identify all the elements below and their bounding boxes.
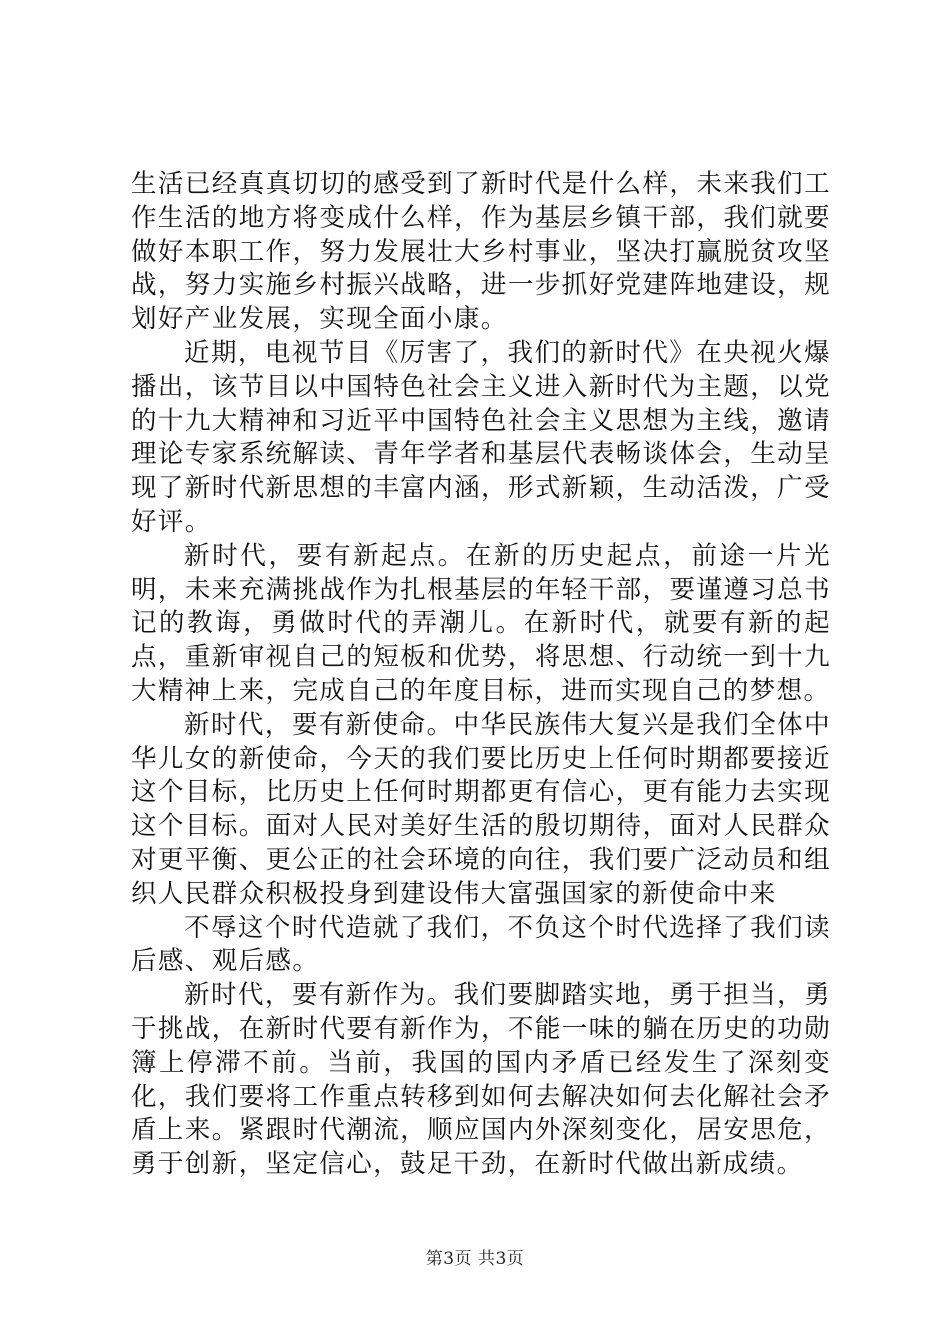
- paragraph-new-starting-point: 新时代，要有新起点。在新的历史起点，前途一片光明，未来充满挑战作为扎根基层的年轻干部，要谨遵习总书记的教诲，勇做时代的弄潮儿。在新时代，就要有新的起点，重新审视自己的短板和优势，将思想、行动统一到十九大精神上来，完成自己的年度目标，进而实现自己的梦想。: [131, 540, 831, 706]
- document-body: [131, 168, 831, 1182]
- paragraph-new-mission: 新时代，要有新使命。中华民族伟大复兴是我们全体中华儿女的新使命，今天的我们要比历史上任何时期都要接近这个目标，比历史上任何时期都更有信心，更有能力去实现这个目标。面对人民对美好生活的殷切期待，面对人民群众对更平衡、更公正的社会环境的向往，我们要广泛动员和组织人民群众积极投身到建设伟大富强国家的新使命中来: [131, 709, 831, 909]
- page-footer: 第3页 共3页: [425, 1249, 525, 1269]
- paragraph-tv-program: 近期，电视节目《厉害了，我们的新时代》在央视火爆播出，该节目以中国特色社会主义进入新时代为主题，以党的十九大精神和习近平中国特色社会主义思想为主线，邀请理论专家系统解读、青年学者和基层代表畅谈体会，生动呈现了新时代新思想的丰富内涵，形式新颖，生动活泼，广受好评。: [131, 337, 831, 537]
- paragraph-new-action: 新时代，要有新作为。我们要脚踏实地，勇于担当，勇于挑战，在新时代要有新作为，不能一味的躺在历史的功勋簿上停滞不前。当前，我国的国内矛盾已经发生了深刻变化，我们要将工作重点转移到如何去解决如何去化解社会矛盾上来。紧跟时代潮流，顺应国内外深刻变化，居安思危，勇于创新，坚定信心，鼓足干劲，在新时代做出新成绩。: [131, 980, 831, 1180]
- paragraph-not-fail-era: 不辱这个时代造就了我们，不负这个时代选择了我们读后感、观后感。: [131, 912, 831, 977]
- paragraph-continuation: 生活已经真真切切的感受到了新时代是什么样，未来我们工作生活的地方将变成什么样，作为基层乡镇干部，我们就要做好本职工作，努力发展壮大乡村事业，坚决打赢脱贫攻坚战，努力实施乡村振兴战略，进一步抓好党建阵地建设，规划好产业发展，实现全面小康。: [131, 169, 831, 335]
